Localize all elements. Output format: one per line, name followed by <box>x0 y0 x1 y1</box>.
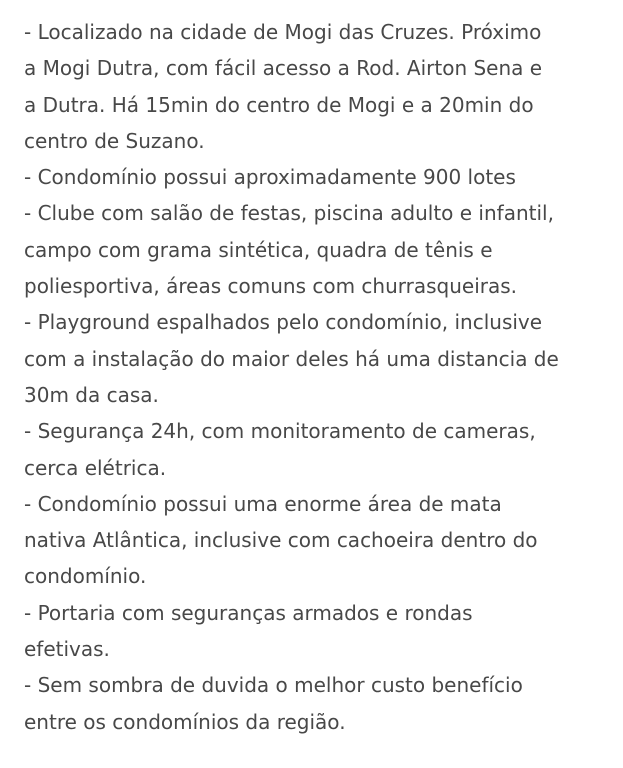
description-line: entre os condomínios da região. <box>24 709 346 734</box>
description-line: campo com grama sintética, quadra de tênis e <box>24 237 493 262</box>
description-line: 30m da casa. <box>24 382 159 407</box>
description-line: nativa Atlântica, inclusive com cachoeira dentro do <box>24 528 538 553</box>
description-line: - Playground espalhados pelo condomínio, inclusive <box>24 310 543 335</box>
description-line: condomínio. <box>24 564 147 589</box>
description-line: a Mogi Dutra, com fácil acesso a Rod. Airton Sena e <box>24 56 543 81</box>
description-line: - Sem sombra de duvida o melhor custo benefício <box>24 673 523 698</box>
description-line: - Condomínio possui uma enorme área de mata <box>24 491 502 516</box>
description-line: a Dutra. Há 15min do centro de Mogi e a 20min do <box>24 92 534 117</box>
description-line: - Condomínio possui aproximadamente 900 lotes <box>24 165 516 190</box>
description-line: centro de Suzano. <box>24 128 205 153</box>
property-description <box>24 14 614 740</box>
description-line: - Clube com salão de festas, piscina adulto e infantil, <box>24 201 554 226</box>
description-line: - Segurança 24h, com monitoramento de cameras, <box>24 419 536 444</box>
description-line: poliesportiva, áreas comuns com churrasqueiras. <box>24 274 518 299</box>
description-line: cerca elétrica. <box>24 455 167 480</box>
description-line: com a instalação do maior deles há uma distancia de <box>24 346 559 371</box>
description-line: efetivas. <box>24 637 110 662</box>
description-line: - Localizado na cidade de Mogi das Cruzes. Próximo <box>24 20 542 44</box>
description-line: - Portaria com seguranças armados e rondas <box>24 600 473 625</box>
